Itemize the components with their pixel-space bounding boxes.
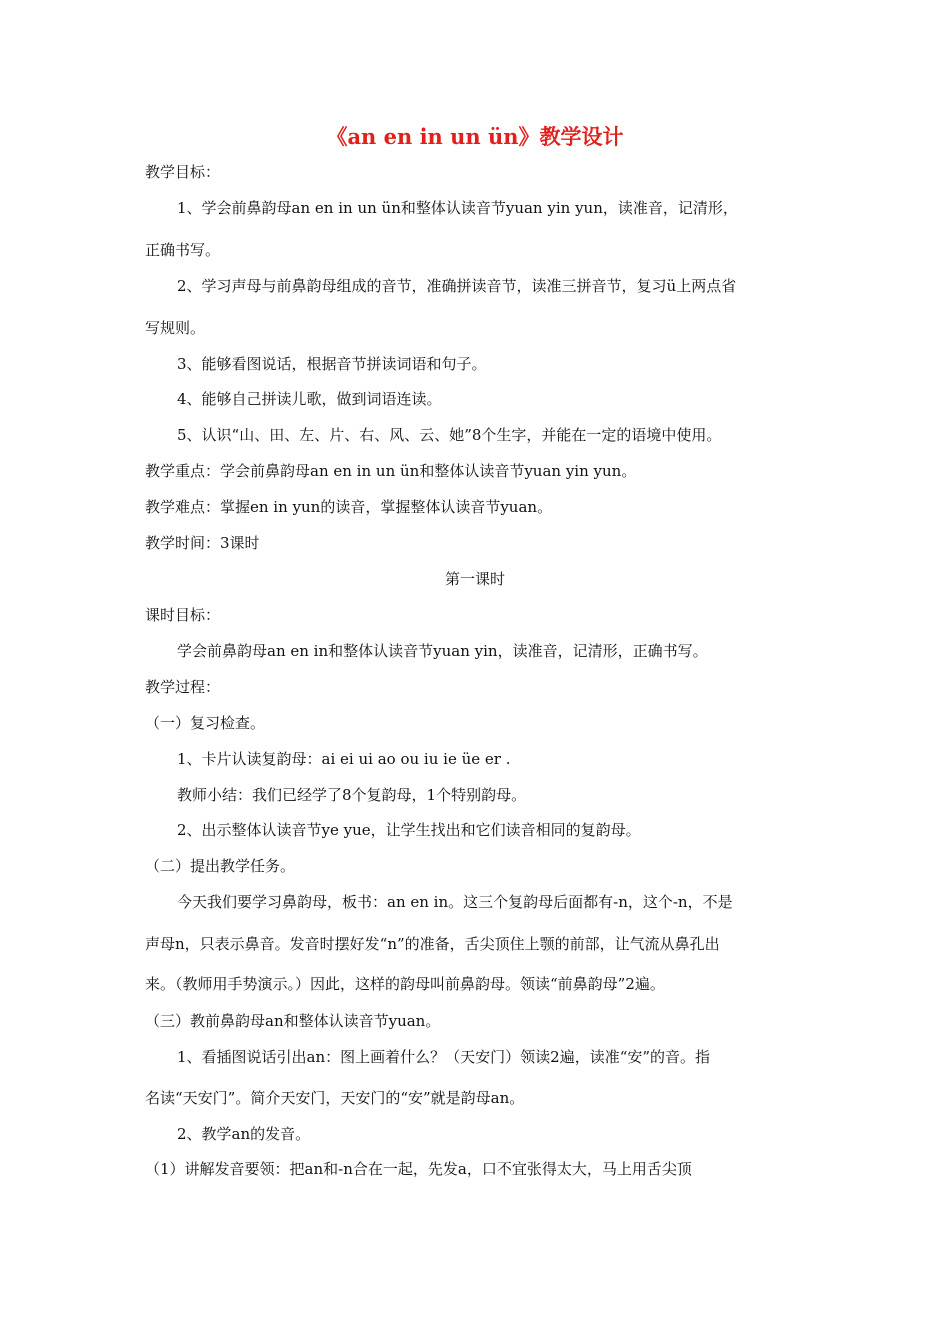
paragraph-line: （1）讲解发音要领：把an和-n合在一起，先发a，口不宜张得太大，马上用舌尖顶 (145, 1160, 692, 1178)
paragraph-line: 正确书写。 (145, 241, 221, 259)
paragraph-line: 3、能够看图说话，根据音节拼读词语和句子。 (177, 355, 487, 373)
paragraph-line: 1、学会前鼻韵母an en in un ün和整体认读音节yuan yin yun，读准音，记清形， (177, 199, 738, 217)
paragraph-line: 来。（教师用手势演示。）因此，这样的韵母叫前鼻韵母。领读“前鼻韵母”2遍。 (145, 975, 665, 993)
subsection-heading: （一）复习检查。 (145, 714, 266, 732)
paragraph-line: 名读“天安门”。简介天安门，天安门的“安”就是韵母an。 (145, 1089, 525, 1107)
paragraph-line: 1、卡片认读复韵母：ai ei ui ao ou iu ie üe er . (177, 750, 511, 768)
section-heading-key-points: 教学重点：学会前鼻韵母an en in un ün和整体认读音节yuan yin yun。 (145, 462, 637, 480)
section-heading-difficulties: 教学难点：掌握en in yun的读音，掌握整体认读音节yuan。 (145, 498, 553, 516)
paragraph-line: 2、出示整体认读音节ye yue，让学生找出和它们读音相同的复韵母。 (177, 821, 641, 839)
section-heading-lesson-objectives: 课时目标： (145, 606, 221, 624)
paragraph-line: 4、能够自己拼读儿歌，做到词语连读。 (177, 390, 442, 408)
paragraph-line: 2、教学an的发音。 (177, 1125, 311, 1143)
paragraph-line: 学会前鼻韵母an en in和整体认读音节yuan yin，读准音，记清形，正确书写。 (177, 642, 708, 660)
paragraph-line: 教师小结：我们已经学了8个复韵母，1个特别韵母。 (177, 786, 527, 804)
lesson-heading: 第一课时 (444, 570, 505, 588)
paragraph-line: 1、看插图说话引出an：图上画着什么？（天安门）领读2遍，读准“安”的音。指 (177, 1048, 711, 1066)
section-heading-objectives: 教学目标： (145, 163, 221, 181)
paragraph-line: 5、认识“山、田、左、片、右、风、云、她”8个生字，并能在一定的语境中使用。 (177, 426, 722, 444)
paragraph-line: 2、学习声母与前鼻韵母组成的音节，准确拼读音节，读准三拼音节，复习ü上两点省 (177, 277, 737, 295)
section-heading-process: 教学过程： (145, 678, 221, 696)
section-heading-duration: 教学时间：3课时 (145, 534, 260, 552)
subsection-heading: （二）提出教学任务。 (145, 857, 296, 875)
paragraph-line: 今天我们要学习鼻韵母，板书：an en in。这三个复韵母后面都有-n，这个-n，不是 (177, 893, 733, 911)
subsection-heading: （三）教前鼻韵母an和整体认读音节yuan。 (145, 1012, 441, 1030)
paragraph-line: 写规则。 (145, 319, 206, 337)
document-title: 《an en in un ün》教学设计 (326, 124, 624, 149)
paragraph-line: 声母n，只表示鼻音。发音时摆好发“n”的准备，舌尖顶住上颚的前部，让气流从鼻孔出 (145, 935, 720, 953)
